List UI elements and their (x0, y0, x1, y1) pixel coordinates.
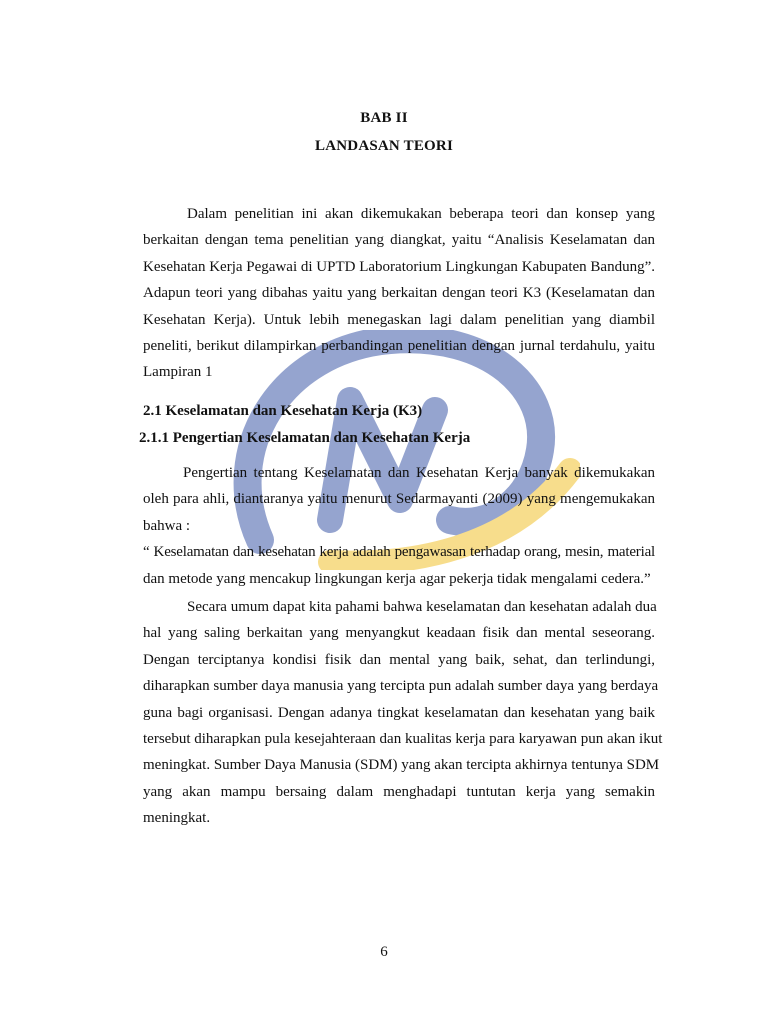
intro-line: Adapun teori yang dibahas yaitu yang berkaitan dengan teori K3 (Keselamatan dan (143, 285, 655, 302)
definition-line: oleh para ahli, diantaranya yaitu menurut Sedarmayanti (2009) yang mengemukakan (143, 491, 655, 508)
section-heading-2-1-1: 2.1.1 Pengertian Keselamatan dan Kesehatan Kerja (139, 430, 471, 446)
body-line: hal yang saling berkaitan yang menyangkut keadaan fisik dan mental seseorang. (143, 625, 655, 642)
body-line: meningkat. Sumber Daya Manusia (SDM) yang akan tercipta akhirnya tentunya SDM (143, 757, 660, 774)
body-paragraph (143, 594, 663, 832)
intro-paragraph (143, 201, 655, 386)
body-line: Secara umum dapat kita pahami bahwa keselamatan dan kesehatan adalah dua (187, 599, 657, 615)
quote-line: “ Keselamatan dan kesehatan kerja adalah pengawasan terhadap orang, mesin, material (143, 544, 655, 561)
definition-paragraph (143, 460, 655, 592)
definition-line: Pengertian tentang Keselamatan dan Kesehatan Kerja banyak dikemukakan (183, 465, 655, 481)
intro-line: Kesehatan Kerja). Untuk lebih menegaskan lagi dalam penelitian yang diambil (143, 311, 655, 328)
body-line: tersebut diharapkan pula kesejahteraan dan kualitas kerja para karyawan pun akan ikut (143, 731, 663, 748)
body-line: guna bagi organisasi. Dengan adanya tingkat keselamatan dan kesehatan yang baik (143, 704, 655, 721)
body-line: yang akan mampu bersaing dalam menghadapi tuntutan kerja yang semakin (143, 783, 655, 800)
intro-line: berkaitan dengan tema penelitian yang diangkat, yaitu “Analisis Keselamatan dan (143, 232, 655, 249)
section-heading-2-1: 2.1 Keselamatan dan Kesehatan Kerja (K3) (143, 403, 423, 419)
body-line: Dengan terciptanya kondisi fisik dan mental yang baik, sehat, dan terlindungi, (143, 651, 655, 668)
page-number: 6 (380, 944, 388, 960)
intro-line: Lampiran 1 (143, 364, 213, 381)
quote-line: dan metode yang mencakup lingkungan kerja agar pekerja tidak mengalami cedera.” (143, 570, 651, 587)
intro-line: peneliti, berikut dilampirkan perbandingan penelitian dengan jurnal terdahulu, yaitu (143, 338, 655, 355)
body-line: diharapkan sumber daya manusia yang tercipta pun adalah sumber daya yang berdaya (143, 678, 659, 695)
intro-line: Kesehatan Kerja Pegawai di UPTD Laboratorium Lingkungan Kabupaten Bandung”. (143, 258, 655, 275)
body-line: meningkat. (143, 810, 211, 827)
chapter-title: LANDASAN TEORI (315, 138, 453, 154)
intro-line: Dalam penelitian ini akan dikemukakan beberapa teori dan konsep yang (187, 206, 655, 222)
chapter-label: BAB II (360, 110, 408, 126)
definition-line: bahwa : (143, 517, 191, 534)
